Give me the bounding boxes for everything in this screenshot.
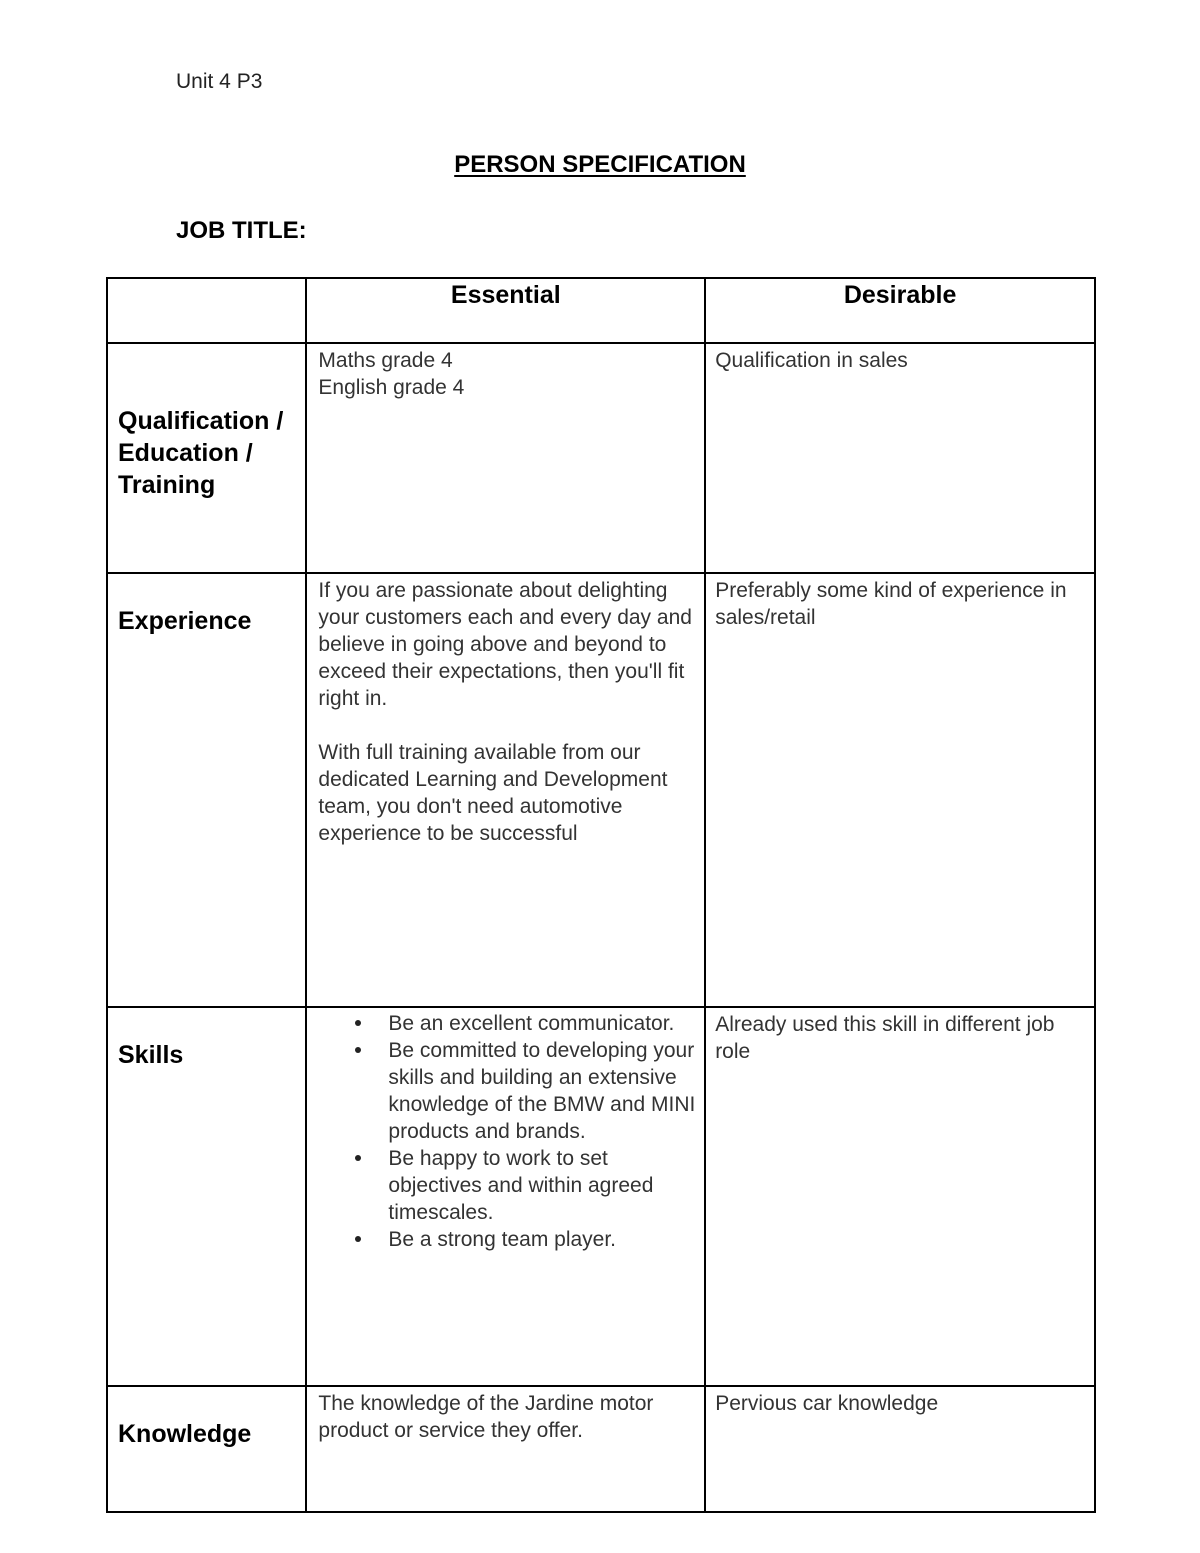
header-empty-cell — [107, 278, 306, 343]
table-row-knowledge — [107, 1386, 1095, 1512]
person-spec-table — [106, 277, 1096, 1513]
knowledge-essential-text: The knowledge of the Jardine motor product or service they offer. — [318, 1392, 654, 1442]
header-essential: Essential — [306, 278, 705, 343]
row-label-experience: Experience — [118, 607, 252, 635]
row-label-cell — [107, 1386, 306, 1512]
skills-desirable-text: Already used this skill in different job role — [715, 1013, 1055, 1063]
table-header-row — [107, 278, 1095, 343]
table-row-skills — [107, 1007, 1095, 1386]
qualification-essential-line: Maths grade 4 — [318, 349, 453, 372]
qualification-essential-line: English grade 4 — [318, 376, 465, 399]
experience-desirable-text: Preferably some kind of experience in sales/retail — [715, 579, 1067, 629]
experience-desirable-cell — [705, 573, 1095, 1007]
knowledge-desirable-cell — [705, 1386, 1095, 1512]
experience-essential-cell — [306, 573, 705, 1007]
list-item: Be a strong team player. — [307, 1226, 698, 1253]
row-label-skills: Skills — [118, 1041, 184, 1069]
skills-essential-cell — [306, 1007, 705, 1386]
experience-essential-paragraph: With full training available from our dedicated Learning and Development team, you don't need automotive experience to be successful — [318, 741, 668, 845]
qualification-essential-cell — [306, 343, 705, 573]
row-label-cell — [107, 573, 306, 1007]
row-label-cell — [107, 1007, 306, 1386]
job-title-label: JOB TITLE: — [176, 217, 307, 244]
page-title-text: PERSON SPECIFICATION — [454, 151, 746, 178]
table-row-experience — [107, 573, 1095, 1007]
knowledge-essential-cell — [306, 1386, 705, 1512]
row-label-cell — [107, 343, 306, 573]
list-item: Be happy to work to set objectives and within agreed timescales. — [307, 1145, 698, 1226]
qualification-desirable-cell — [705, 343, 1095, 573]
skills-desirable-cell — [705, 1007, 1095, 1386]
experience-essential-paragraph: If you are passionate about delighting your customers each and every day and believe in going above and beyond to exceed their expectations, then you'll fit right in. — [318, 579, 692, 710]
header-unit: Unit 4 P3 — [176, 70, 263, 93]
list-item: Be an excellent communicator. — [307, 1010, 698, 1037]
list-item: Be committed to developing your skills and building an extensive knowledge of the BMW and MINI products and brands. — [307, 1037, 698, 1145]
skills-bullet-list — [307, 1008, 704, 1253]
row-label-qualification: Qualification / Education / Training — [118, 407, 284, 499]
table-row-qualification — [107, 343, 1095, 573]
page-title — [0, 151, 1200, 179]
header-desirable: Desirable — [705, 278, 1095, 343]
knowledge-desirable-text: Pervious car knowledge — [715, 1392, 939, 1415]
qualification-desirable-text: Qualification in sales — [715, 349, 908, 372]
row-label-knowledge: Knowledge — [118, 1420, 252, 1448]
